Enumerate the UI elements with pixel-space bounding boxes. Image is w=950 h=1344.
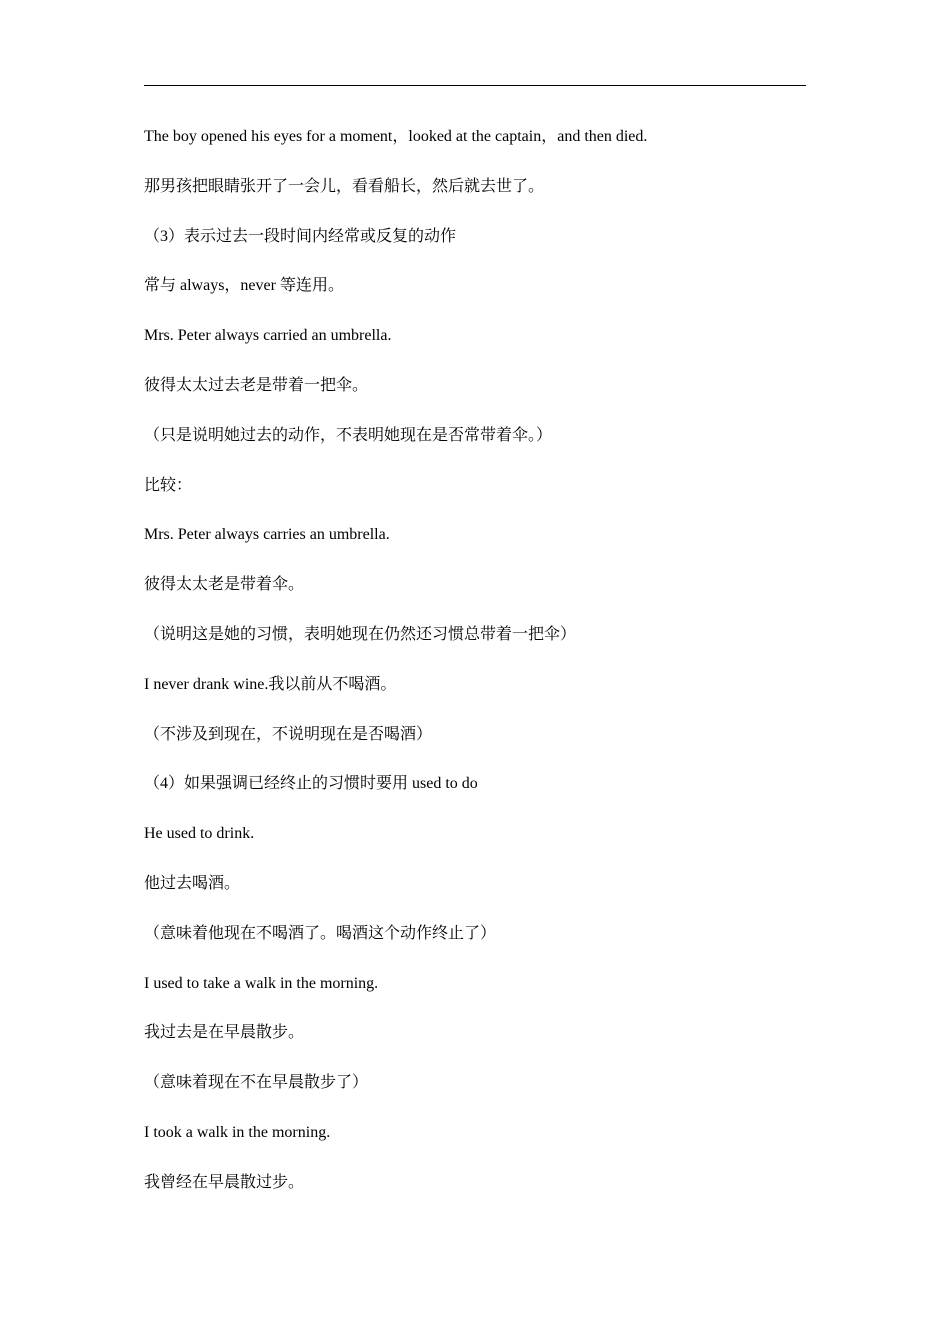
paragraph: 彼得太太过去老是带着一把伞。 [144,376,369,394]
paragraph: 他过去喝酒。 [144,874,241,892]
document-body [144,123,806,1219]
paragraph: （4）如果强调已经终止的习惯时要用 used to do [144,775,478,793]
paragraph: 我过去是在早晨散步。 [144,1024,305,1042]
paragraph: I never drank wine.我以前从不喝酒。 [144,675,397,693]
paragraph: He used to drink. [144,825,255,843]
paragraph: （说明这是她的习惯，表明她现在仍然还习惯总带着一把伞） [144,625,577,643]
paragraph: （只是说明她过去的动作，不表明她现在是否常带着伞。） [144,426,553,444]
paragraph: 我曾经在早晨散过步。 [144,1173,305,1191]
paragraph: （不涉及到现在，不说明现在是否喝酒） [144,725,433,743]
paragraph: 那男孩把眼睛张开了一会儿，看看船长，然后就去世了。 [144,177,545,195]
paragraph: I took a walk in the morning. [144,1123,331,1141]
paragraph: （3）表示过去一段时间内经常或反复的动作 [144,227,457,245]
paragraph: Mrs. Peter always carries an umbrella. [144,526,390,544]
paragraph: Mrs. Peter always carried an umbrella. [144,327,392,345]
paragraph: 常与 always，never 等连用。 [144,277,344,295]
header-rule [144,85,806,86]
paragraph: 彼得太太老是带着伞。 [144,576,305,594]
paragraph: 比较： [144,476,193,494]
paragraph: The boy opened his eyes for a moment，looked at the captain，and then died. [144,128,648,145]
paragraph: （意味着现在不在早晨散步了） [144,1074,369,1092]
paragraph: （意味着他现在不喝酒了。喝酒这个动作终止了） [144,924,497,942]
paragraph: I used to take a walk in the morning. [144,974,379,992]
